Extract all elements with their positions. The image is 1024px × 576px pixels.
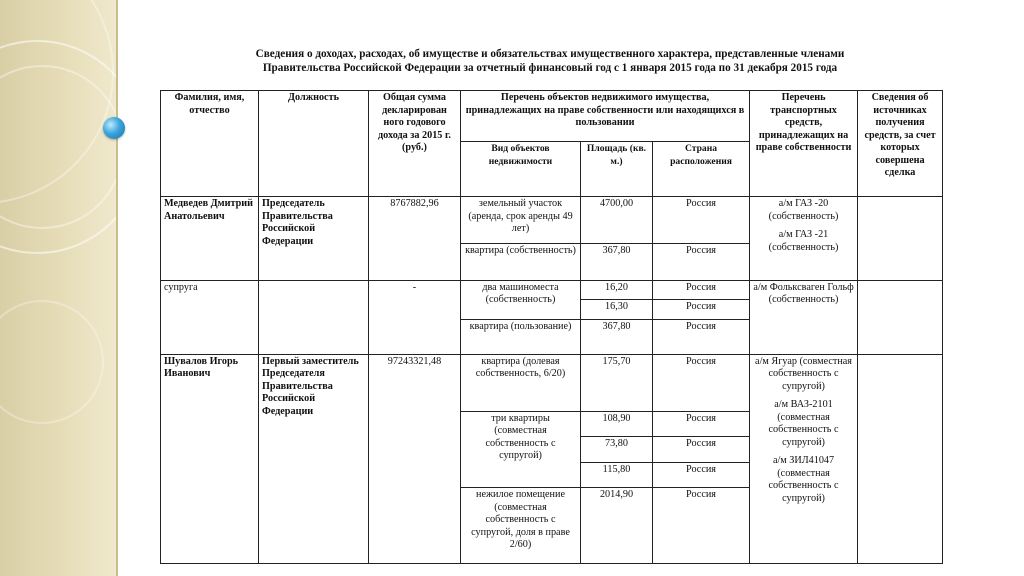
document-title [160, 47, 940, 75]
table-row [161, 354, 943, 411]
header-area: Площадь (кв. м.) [581, 142, 653, 197]
property-type: нежилое помещение (совместная собственность с супругой, доля в праве 2/60) [461, 488, 581, 564]
title-line-2: Правительства Российской Федерации за отчетный финансовый год с 1 января 2015 года по 31 декабря 2015 года [262, 62, 838, 74]
table-row [161, 197, 943, 244]
person-income: - [369, 280, 461, 354]
property-country: Россия [653, 437, 750, 463]
property-type: три квартиры (совместная собственность с супругой) [461, 411, 581, 488]
property-country: Россия [653, 354, 750, 411]
property-country: Россия [653, 280, 750, 299]
property-area: 367,80 [581, 244, 653, 281]
decorative-blue-bead [103, 117, 125, 139]
person-position [259, 280, 369, 354]
property-type: два машиноместа (собственность) [461, 280, 581, 319]
property-country: Россия [653, 244, 750, 281]
vehicles-cell [750, 280, 858, 354]
decorative-side-strip [0, 0, 116, 576]
header-sources: Сведения об источниках получения средств, за счет которых совершена сделка [858, 91, 943, 197]
vehicle-item: а/м ВАЗ-2101 (совместная собственность с супругой) [768, 399, 839, 448]
property-area: 115,80 [581, 462, 653, 488]
table-row [161, 280, 943, 299]
vehicle-item: а/м ГАЗ -21 (собственность) [768, 229, 839, 253]
property-country: Россия [653, 462, 750, 488]
header-property-type: Вид объектов недвижимости [461, 142, 581, 197]
person-name: Медведев Дмитрий Анатольевич [161, 197, 259, 281]
property-country: Россия [653, 300, 750, 319]
title-line-1: Сведения о доходах, расходах, об имуществе и обязательствах имущественного характера, представленные членами [255, 48, 845, 60]
header-vehicles: Перечень транспортных средств, принадлежащих на праве собственности [750, 91, 858, 197]
property-country: Россия [653, 197, 750, 244]
sources-cell [858, 280, 943, 354]
property-type: квартира (пользование) [461, 319, 581, 354]
sources-cell [858, 354, 943, 563]
decorative-divider [116, 0, 118, 576]
person-income: 97243321,48 [369, 354, 461, 563]
header-position: Должность [259, 91, 369, 197]
declaration-table [160, 90, 943, 564]
property-type: квартира (собственность) [461, 244, 581, 281]
header-income: Общая сумма декларирован ного годового дохода за 2015 г. (руб.) [369, 91, 461, 197]
property-area: 2014,90 [581, 488, 653, 564]
property-area: 367,80 [581, 319, 653, 354]
property-type: квартира (долевая собственность, 6/20) [461, 354, 581, 411]
header-row [161, 91, 943, 142]
vehicles-cell [750, 354, 858, 563]
vehicles-cell [750, 197, 858, 281]
header-name: Фамилия, имя, отчество [161, 91, 259, 197]
property-type: земельный участок (аренда, срок аренды 49 лет) [461, 197, 581, 244]
person-name: супруга [161, 280, 259, 354]
person-position: Председатель Правительства Российской Федерации [259, 197, 369, 281]
property-area: 73,80 [581, 437, 653, 463]
vehicle-item: а/м Фольксваген Гольф (собственность) [753, 281, 854, 306]
property-country: Россия [653, 488, 750, 564]
property-area: 16,30 [581, 300, 653, 319]
decorative-swirl [0, 300, 104, 424]
property-area: 16,20 [581, 280, 653, 299]
header-property: Перечень объектов недвижимого имущества, принадлежащих на праве собственности или находящихся в пользовании [461, 91, 750, 142]
person-name: Шувалов Игорь Иванович [161, 354, 259, 563]
property-country: Россия [653, 319, 750, 354]
person-position: Первый заместитель Председателя Правительства Российской Федерации [259, 354, 369, 563]
sources-cell [858, 197, 943, 281]
header-country: Страна расположения [653, 142, 750, 197]
vehicle-item: а/м Ягуар (совместная собственность с супругой) [755, 355, 852, 392]
property-area: 4700,00 [581, 197, 653, 244]
vehicle-item: а/м ЗИЛ41047 (совместная собственность с супругой) [768, 455, 839, 504]
property-area: 108,90 [581, 411, 653, 437]
property-area: 175,70 [581, 354, 653, 411]
vehicle-item: а/м ГАЗ -20 (собственность) [768, 198, 839, 222]
person-income: 8767882,96 [369, 197, 461, 281]
property-country: Россия [653, 411, 750, 437]
